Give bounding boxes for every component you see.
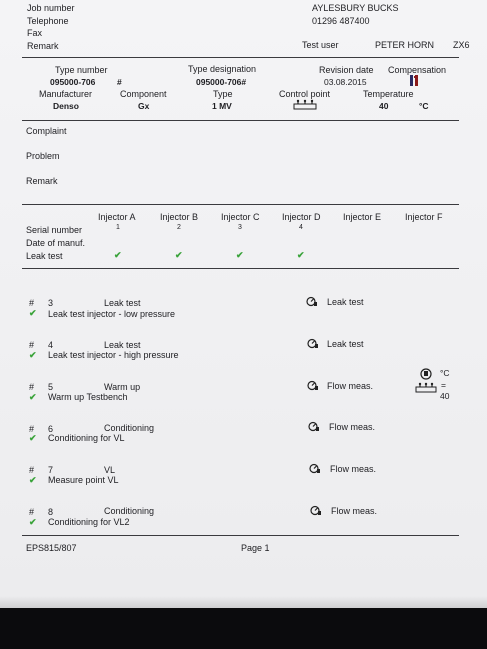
check-icon: ✔ <box>297 250 305 260</box>
step-number: 6 <box>48 424 54 434</box>
step-description: Conditioning for VL <box>48 433 125 443</box>
step-name: Leak test <box>104 298 141 308</box>
leak-test-label: Leak test <box>26 251 63 261</box>
serial-d: 4 <box>299 224 303 231</box>
job-number-value: AYLESBURY BUCKS <box>312 3 399 13</box>
temperature-icon <box>419 368 433 380</box>
temperature-label: Temperature <box>363 89 414 99</box>
test-user-value: PETER HORN <box>375 40 435 50</box>
check-icon: ✔ <box>29 517 37 527</box>
step-method: Leak test <box>327 339 364 349</box>
step-number: 8 <box>48 507 54 517</box>
test-user-label: Test user <box>302 40 339 50</box>
type-designation-label: Type designation <box>188 64 257 74</box>
check-icon: ✔ <box>175 250 183 260</box>
notes-remark-label: Remark <box>26 176 58 186</box>
injector-e-header: Injector E <box>343 212 382 222</box>
step-hash: # <box>29 382 35 392</box>
complaint-label: Complaint <box>26 126 67 136</box>
temperature-value: 40 <box>379 101 389 111</box>
divider <box>22 204 459 205</box>
control-point-icon <box>415 382 437 393</box>
step-name: Conditioning <box>104 423 155 433</box>
check-icon: ✔ <box>29 433 37 443</box>
control-point-icon <box>293 99 317 110</box>
measure-icon <box>308 421 320 432</box>
telephone-label: Telephone <box>27 16 69 26</box>
serial-number-label: Serial number <box>26 225 83 235</box>
dark-background <box>0 608 487 649</box>
step-number: 5 <box>48 382 54 392</box>
step-hash: # <box>29 298 35 308</box>
step-number: 7 <box>48 465 54 475</box>
telephone-value: 01296 487400 <box>312 16 370 26</box>
check-icon: ✔ <box>29 392 37 402</box>
step-name: Leak test <box>104 340 141 350</box>
step-method: Flow meas. <box>327 381 374 391</box>
temperature-unit: °C <box>419 101 429 111</box>
step-number: 4 <box>48 340 54 350</box>
divider <box>22 57 459 58</box>
divider <box>22 120 459 121</box>
step-description: Leak test injector - low pressure <box>48 309 176 319</box>
remark-label: Remark <box>27 41 59 51</box>
measure-icon <box>307 338 319 349</box>
injector-b-header: Injector B <box>160 212 199 222</box>
step-name: Conditioning <box>104 506 155 516</box>
injector-a-header: Injector A <box>98 212 136 222</box>
step-method: Flow meas. <box>331 506 378 516</box>
type-number-hash: # <box>117 77 122 87</box>
measure-icon <box>310 505 322 516</box>
manufacturer-value: Denso <box>53 101 79 111</box>
step-hash: # <box>29 465 35 475</box>
type-designation-value: 095000-706# <box>196 77 247 87</box>
step-hash: # <box>29 424 35 434</box>
step-method: Leak test <box>327 297 364 307</box>
divider <box>22 268 459 269</box>
compensation-label: Compensation <box>388 65 447 75</box>
fax-label: Fax <box>27 28 43 38</box>
injector-c-header: Injector C <box>221 212 260 222</box>
problem-label: Problem <box>26 151 60 161</box>
step-description: Measure point VL <box>48 475 119 485</box>
check-icon: ✔ <box>236 250 244 260</box>
control-point-label: Control point <box>279 89 331 99</box>
check-icon: ✔ <box>29 350 37 360</box>
temperature-extra-eq: = <box>441 380 446 390</box>
job-number-label: Job number <box>27 3 75 13</box>
divider <box>22 535 459 536</box>
measure-icon <box>307 380 319 391</box>
serial-c: 3 <box>238 224 242 231</box>
serial-b: 2 <box>177 224 181 231</box>
temperature-extra-unit: °C <box>440 368 450 378</box>
step-name: Warm up <box>104 382 141 392</box>
injector-d-header: Injector D <box>282 212 321 222</box>
check-icon: ✔ <box>114 250 122 260</box>
injector-f-header: Injector F <box>405 212 443 222</box>
measure-icon <box>306 296 318 307</box>
revision-date-label: Revision date <box>319 65 374 75</box>
paper-shadow <box>0 596 487 608</box>
type-value: 1 MV <box>212 101 232 111</box>
step-description: Warm up Testbench <box>48 392 128 402</box>
temperature-extra-value: 40 <box>440 391 450 401</box>
date-of-manuf-label: Date of manuf. <box>26 238 86 248</box>
compensation-icon <box>409 75 421 86</box>
step-hash: # <box>29 340 35 350</box>
serial-a: 1 <box>116 224 120 231</box>
step-description: Leak test injector - high pressure <box>48 350 179 360</box>
step-method: Flow meas. <box>329 422 376 432</box>
step-hash: # <box>29 507 35 517</box>
manufacturer-label: Manufacturer <box>39 89 93 99</box>
step-number: 3 <box>48 298 54 308</box>
step-method: Flow meas. <box>330 464 377 474</box>
test-user-code: ZX6 <box>453 40 470 50</box>
type-number-label: Type number <box>55 65 108 75</box>
component-value: Gx <box>138 101 150 111</box>
type-number-value: 095000-706 <box>50 77 96 87</box>
footer-code: EPS815/807 <box>26 543 77 553</box>
step-name: VL <box>104 465 116 475</box>
check-icon: ✔ <box>29 308 37 318</box>
check-icon: ✔ <box>29 475 37 485</box>
measure-icon <box>309 463 321 474</box>
page-number: Page 1 <box>241 543 270 553</box>
step-description: Conditioning for VL2 <box>48 517 130 527</box>
revision-date-value: 03.08.2015 <box>324 77 367 87</box>
type-label: Type <box>213 89 233 99</box>
component-label: Component <box>120 89 167 99</box>
